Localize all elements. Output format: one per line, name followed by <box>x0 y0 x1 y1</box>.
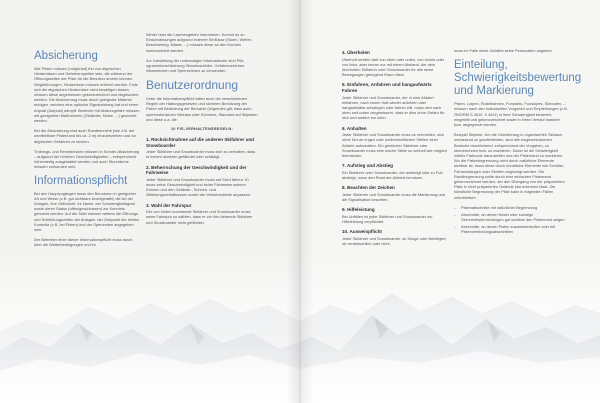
heading-informationspflicht: Informationspflicht <box>34 174 128 187</box>
right-page <box>300 0 600 403</box>
paragraph: Alle Pisten müssen (möglichst) frei von atypischen Hindernissen und Gefahrenquellen sein, die während der Öffnungszeiten der Piste für die Benutzer drohen können. Wegeführungen, Hindernisse müssen entfernt werden. Falls sich die atypischen Hindernisse nicht beseitigen lassen, müssen diese angemessen gekennzeichnet und abgesichert werden. Die Absicherung muss durch geeignete Material erfolgen, welches eine optische Signalwirkung hat und einen Anprall (Aufprall) dämpft. Bereiche mit Absturzgefahr müssen mit geeigneten Maßnahmen (Geländer, Netze, ...) gesichert werden. <box>34 66 140 124</box>
rule-text: Überholt werden darf von oben oder unten, von rechts oder von links, aber immer nur mit einem Abstand, der dem überholten Skifahrer oder Snowboarder für alle seine Bewegungen genügend Raum lässt. <box>342 56 445 78</box>
paragraph: Bei den Hauptzugängen muss den Benutzern in geeigneter Art und Weise (z.B. gut sichtbare Anzeigetafel) die Art der Anlagen, ihre Örtlichkeit, ihr Name, der Schwierigkeitsgrad sowie deren Status (offen/geschlossen) zur Kenntnis gebracht werden. Auf der Tafel müssen weiters die Öffnungs- und Schließungszeiten der Anlagen, der Zeitpunkt der letzten Kontrolle (z.B. bei Pisten) und der Sperrzeiten angegeben sein. <box>34 190 140 233</box>
rule-title: 9. Hilfeleistung <box>342 207 375 213</box>
paragraph: muss im Falle eines Unfalles seine Personalien angeben. <box>454 48 553 53</box>
exception-list <box>454 205 568 235</box>
rule-title: 4. Überholen <box>342 50 370 55</box>
rule-text: Jeder Skifahrer und Snowboarder muss es vermeiden, sich ohne Not an engen oder unübersichtlichen Stellen einer Abfahrt aufzuhalten. Ein gestürzter Skifahrer oder Snowboarder muss eine solche Stelle so schnell wie möglich freimachen. <box>342 132 447 159</box>
rule-text: Jeder Skifahrer und Snowboarder muss sich so verhalten, dass er keinen anderen gefährdet oder schädigt. <box>146 149 256 160</box>
rule-title: 6. Anhalten <box>342 125 367 131</box>
left-column-1 <box>34 50 140 350</box>
right-column-1 <box>342 48 448 358</box>
left-column-2 <box>146 32 258 352</box>
rule-title: 7. Aufstieg und Abstieg <box>342 163 393 169</box>
rule-text: Jeder Skifahrer und Snowboarder, der in eine Abfahrt einfahren, nach einem Halt wieder anfahren oder hangaufwärts schwingen oder fahren will, muss sich nach oben und unten vergewissern, dass er dies ohne Gefahr für sich und andere tun kann. <box>342 94 445 121</box>
paragraph: Zur Darstellung der notwendigen Informationen sind Pikt- ogrammbeschilderung Hinweisschilder, Gefahrenzeichen, Warnzeichen und Sperrzeichen zu verwenden. <box>146 57 246 74</box>
heading-einteilung: Einteilung, Schwierigkeitsbewertung und Markierung <box>454 59 582 98</box>
paragraph: Trainings- und Rennstrecken müssen in Sonder-Absicherung – aufgrund der höheren Geschwindigkeiten – entsprechend höherwertig ausgestattet werden und auch Sturzräume müssen vorhanden sein. <box>34 148 140 170</box>
right-column-2 <box>454 48 582 358</box>
list-item: – Pistenabschnitte mit natürlicher Begrenzung <box>454 205 568 210</box>
rule-text: Jeder Skifahrer und Snowboarder, ob Zeuge oder Beteiligter, ob verantwortlich oder nicht, <box>342 235 447 247</box>
paragraph: Winter über die Lawinengefahr informieren. Kommt es zu Einschränkungen aufgrund externer Einflüsse (Sturm, Wetter, Beschneiung, Nässe, ...) müssen diese an den Kunden kommuniziert werden. <box>146 32 252 53</box>
rule-title: 8. Beachten der Zeichen <box>342 185 395 191</box>
paragraph: Der Betreiber einer dieser Informationspflicht muss durch über die Wetterbedingungen und im <box>34 237 133 248</box>
rule-text: Bei Unfällen ist jeder Skifahrer und Snowboarder zur Hilfeleistung verpflichtet. <box>342 213 433 225</box>
rules-caption: 10 FIS-VERHALTENSREGELN: <box>170 126 234 131</box>
rule-text: Der von hinten kommende Skifahrer und Snowboarder muss seine Fahrspur so wählen, dass er vor ihm fahrende Skifahrer und Snowboarder nicht gefährdet. <box>146 209 253 225</box>
rule-title: 3. Wahl der Fahrspur <box>146 202 192 208</box>
rule-title: 5. Einfahren, Anfahren und hangaufwärts Fahren <box>342 82 432 93</box>
rule-title: 10. Ausweispflicht <box>342 229 382 235</box>
rule-text: Ein Skifahrer oder Snowboarder, der aufsteigt oder zu Fuß absteigt, muss den Rand der Abfahrt benutzen. <box>342 169 443 181</box>
rule-text: Jeder Skifahrer und Snowboarder muss die Markierung und die Signalisation beachten. <box>342 191 445 203</box>
paragraph: Unter die Informationspflicht fallen auch die verschiedenen Regeln der Haltungsgesetzen und sicheren Benützung der Pisten mit Bedeutung der Benutzer (folgendes gilt, dass auch sportmotorischen Niveaus oder Könnens, Standard auf Skipisten und diese u.a. die <box>146 95 258 122</box>
list-item: – Abschnitte, an denen Pisten zusammenlaufen oder bei Pistenverbindungsabschnitten <box>454 224 568 235</box>
rule-title: 2. Beherrschung der Geschwindigkeit und der Fahrweise <box>146 164 247 176</box>
rule-text: Jeder Skifahrer und Snowboarder muss auf Sicht fahren. Er muss seine Geschwindigkeit und seine Fahrweise seinem Können und den Gelände-, Schnee- und Witterungsverhältnissen sowie der Verkehrsdichte anpassen. <box>146 176 252 198</box>
rule-title: 1. Rücksichtnahme auf die anderen Skifahrer und Snowboarder <box>146 136 254 148</box>
heading-absicherung: Absicherung <box>34 50 98 62</box>
paragraph: Pisten, Loipen, Rodelbahnen, Funparks, Funslopes, Skirouten, ... müssen nach den individuellen Vorgaben und Empfehlungen (z.B. ÖNORM S 4610, S 4611) in ihrer Schwierigkeit bewertet, eingeteilt und gekennzeichnet sowie in ihrem Verlauf markiert bzw. abgegrenzt werden. <box>454 101 568 128</box>
paragraph: Bei der Absicherung sind auch Randbereiche (wie z.B. der unmittelbare Pistenrand bis ca. 2 m) einzubeziehen und vor atypischen Gefahren zu sichern. <box>34 128 137 144</box>
list-item: – Abschnitte, an denen Nebel oder sonstige Sicherheitseinrichtungen gut sichtbar den Pistenrand zeigen <box>454 212 568 223</box>
heading-benutzerordnung: Benutzerordnung <box>146 78 239 93</box>
paragraph: Beispiel Skipiste: Um die Orientierung in organisierten Skiraum umfassend zu gewährleisten, sind alle eingeschlossenen Bereiche durchlichend, entsprechend der Vorgaben, zu kennzeichnen bzw. zu markieren. Dabei ist die Schwierigkeit mittels Farbcode darzustellen und der Pistenrand zu markieren. Wo die Pistenbegrenzung nicht durch natürliche Elemente sichtbar ist, muss diese durch künstliche Elemente wie Schilder, Fahnenstangen oder Streifen angezeigt werden. Die Randbegrenzung sollte durch eine einfachen Pistenrand gekennzeichnet werden, der den Übergang von der präparierten Piste in nicht präpariertes Gelände klar erkennen lässt. Die künstliche Begrenzung der Piste kann in folgenden Fällen unterbleiben: <box>454 132 565 200</box>
